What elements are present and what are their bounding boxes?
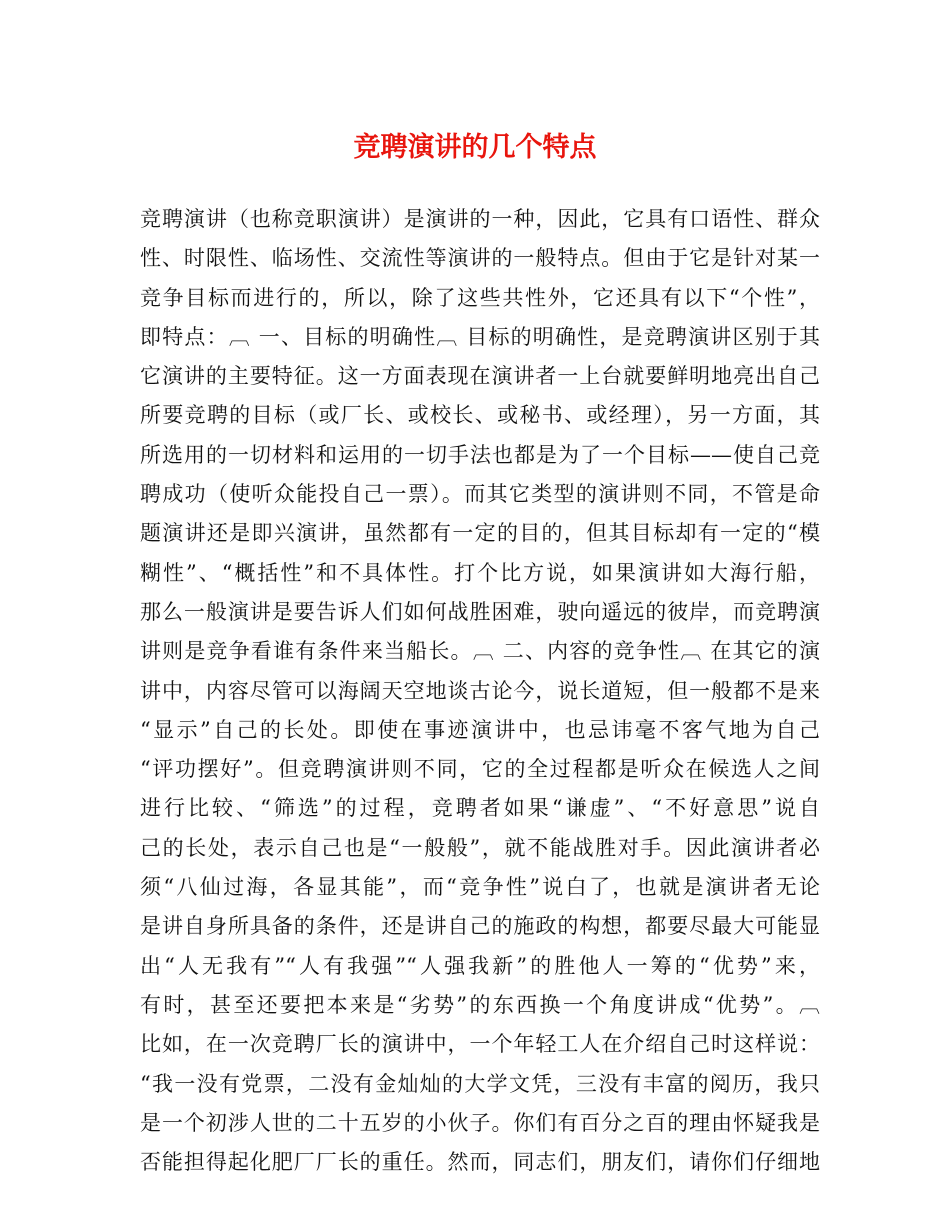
document-title: 竞聘演讲的几个特点	[353, 132, 597, 163]
body-line: 有时，甚至还要把本来是“劣势”的东西换一个角度讲成“优势”。︹	[140, 992, 820, 1017]
body-line: 那么一般演讲是要告诉人们如何战胜困难，驶向遥远的彼岸，而竞聘演	[140, 599, 820, 624]
body-line: 己的长处，表示自己也是“一般般”，就不能战胜对手。因此演讲者必	[140, 835, 820, 860]
body-line: 竞聘演讲（也称竞职演讲）是演讲的一种，因此，它具有口语性、群众	[140, 207, 820, 231]
document-body	[140, 200, 820, 1182]
body-line: 竞争目标而进行的，所以，除了这些共性外，它还具有以下“个性”，	[140, 285, 820, 310]
body-line: 性、时限性、临场性、交流性等演讲的一般特点。但由于它是针对某一	[140, 246, 820, 271]
body-line: 它演讲的主要特征。这一方面表现在演讲者一上台就要鲜明地亮出自己	[140, 364, 820, 389]
body-line: 糊性”、“概括性”和不具体性。打个比方说，如果演讲如大海行船，	[140, 560, 820, 585]
body-line: “评功摆好”。但竞聘演讲则不同，它的全过程都是听众在候选人之间	[140, 757, 820, 782]
body-line: 出“人无我有”“人有我强”“人强我新”的胜他人一筹的“优势”来，	[140, 953, 820, 978]
body-line: 是讲自身所具备的条件，还是讲自己的施政的构想，都要尽最大可能显	[140, 914, 820, 939]
body-line: 进行比较、“筛选”的过程，竞聘者如果“谦虚”、“不好意思”说自	[140, 796, 820, 821]
body-line: “显示”自己的长处。即使在事迹演讲中，也忌讳毫不客气地为自己	[140, 717, 820, 742]
body-line: 即特点：︹ 一、目标的明确性︹ 目标的明确性，是竞聘演讲区别于其	[140, 324, 820, 349]
body-line: 聘成功（使听众能投自己一票）。而其它类型的演讲则不同，不管是命	[140, 482, 820, 507]
body-line: 所选用的一切材料和运用的一切手法也都是为了一个目标——使自己竞	[140, 442, 820, 467]
body-line: 否能担得起化肥厂厂长的重任。然而，同志们，朋友们，请你们仔细地	[140, 1150, 820, 1175]
body-line: 是一个初涉人世的二十五岁的小伙子。你们有百分之百的理由怀疑我是	[140, 1110, 820, 1135]
body-line: 所要竞聘的目标（或厂长、或校长、或秘书、或经理），另一方面，其	[140, 403, 820, 428]
body-line: 讲则是竞争看谁有条件来当船长。︹ 二、内容的竞争性︹ 在其它的演	[140, 639, 820, 664]
body-line: 须“八仙过海，各显其能”，而“竞争性”说白了，也就是演讲者无论	[140, 875, 820, 900]
body-line: 讲中，内容尽管可以海阔天空地谈古论今，说长道短，但一般都不是来	[140, 678, 820, 703]
body-line: 题演讲还是即兴演讲，虽然都有一定的目的，但其目标却有一定的“模	[140, 521, 820, 546]
body-line: 比如，在一次竞聘厂长的演讲中，一个年轻工人在介绍自己时这样说：	[140, 1032, 820, 1057]
body-line: “我一没有党票，二没有金灿灿的大学文凭，三没有丰富的阅历，我只	[140, 1071, 820, 1096]
